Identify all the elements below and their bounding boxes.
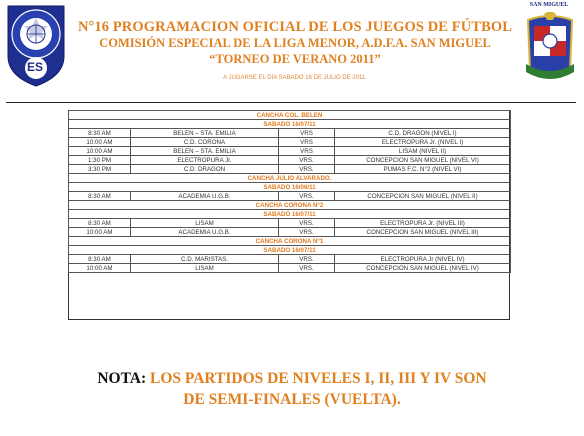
away-team: CONCEPCION SAN MIGUEL (NIVEL VI) bbox=[335, 156, 511, 165]
versus-label: VRS. bbox=[279, 219, 335, 228]
away-team: CONCEPCION SAN MIGUEL (NIVEL III) bbox=[335, 228, 511, 237]
schedule-table-frame bbox=[68, 110, 510, 320]
versus-label: VRS. bbox=[279, 165, 335, 174]
venue-header bbox=[69, 174, 511, 183]
san-miguel-caption: SAN MIGUEL bbox=[529, 2, 569, 8]
away-team: ELECTROPURA Jr (NIVEL IV) bbox=[335, 255, 511, 264]
logo-left-text: ES bbox=[27, 60, 44, 74]
versus-label: VRS bbox=[279, 138, 335, 147]
home-team: C.D. CORONA bbox=[131, 138, 279, 147]
match-time: 8:30 AM bbox=[69, 129, 131, 138]
venue-date bbox=[69, 246, 511, 255]
note-text-1: LOS PARTIDOS DE NIVELES I, II, III Y IV SON bbox=[149, 370, 487, 387]
home-team: ELECTROPURA Jr. bbox=[131, 156, 279, 165]
match-row bbox=[69, 147, 511, 156]
header-line-1: N°16 PROGRAMACION OFICIAL DE LOS JUEGOS DE FÚTBOL bbox=[77, 19, 513, 35]
match-time: 10:00 AM bbox=[69, 228, 131, 237]
match-time: 10:00 AM bbox=[69, 264, 131, 273]
away-team: ELECTROPURA Jr. (NIVEL I) bbox=[335, 138, 511, 147]
match-row bbox=[69, 228, 511, 237]
match-row bbox=[69, 219, 511, 228]
venue-date-cell: SABADO 16/06/11 bbox=[69, 183, 511, 192]
header-line-2: COMISIÓN ESPECIAL DE LA LIGA MENOR, A.D.F.A. SAN MIGUEL bbox=[99, 36, 491, 50]
away-team: ELECTROPURA Jr. (NIVEL III) bbox=[335, 219, 511, 228]
venue-date-cell: SABADO 16/07/11 bbox=[69, 120, 511, 129]
home-team: BELEN – STA. EMILIA bbox=[131, 147, 279, 156]
san-miguel-logo bbox=[520, 12, 580, 90]
match-row bbox=[69, 264, 511, 273]
match-time: 10:00 AM bbox=[69, 147, 131, 156]
note-line-1 bbox=[20, 370, 564, 388]
federacion-salvadorena-logo bbox=[4, 4, 68, 88]
match-row bbox=[69, 165, 511, 174]
match-time: 8:30 AM bbox=[69, 192, 131, 201]
versus-label: VRS bbox=[279, 147, 335, 156]
header-line-3: “TORNEO DE VERANO 2011” bbox=[209, 52, 381, 66]
home-team: BELEN – STA. EMILIA bbox=[131, 129, 279, 138]
home-team: ACADEMIA U.G.B. bbox=[131, 228, 279, 237]
venue-header bbox=[69, 237, 511, 246]
away-team: CONCEPCION SAN MIGUEL (NIVEL II) bbox=[335, 192, 511, 201]
match-row bbox=[69, 192, 511, 201]
versus-label: VRS. bbox=[279, 192, 335, 201]
versus-label: VRS. bbox=[279, 264, 335, 273]
versus-label: VRS. bbox=[279, 228, 335, 237]
note-line-2: DE SEMI-FINALES (VUELTA). bbox=[183, 391, 401, 408]
away-team: PUMAS F.C. N°2 (NIVEL VI) bbox=[335, 165, 511, 174]
venue-header-cell: CANCHA COL. BELEN bbox=[69, 111, 511, 120]
home-team: C.D. MARISTAS. bbox=[131, 255, 279, 264]
away-team: C.D. DRAGON (NIVEL I) bbox=[335, 129, 511, 138]
home-team: C.D. DRAGON bbox=[131, 165, 279, 174]
away-team: CONCEPCION SAN MIGUEL (NIVEL IV) bbox=[335, 264, 511, 273]
venue-header bbox=[69, 201, 511, 210]
header-divider bbox=[6, 102, 576, 103]
match-row bbox=[69, 129, 511, 138]
venue-header-cell: CANCHA CORONA N°1 bbox=[69, 237, 511, 246]
venue-header-cell: CANCHA CORONA N°2 bbox=[69, 201, 511, 210]
versus-label: VRS bbox=[279, 129, 335, 138]
home-team: ACADEMIA U.G.B. bbox=[131, 192, 279, 201]
venue-header bbox=[69, 111, 511, 120]
venue-date bbox=[69, 183, 511, 192]
venue-date bbox=[69, 120, 511, 129]
venue-header-cell: CANCHA JULIO ALVARADO. bbox=[69, 174, 511, 183]
away-team: LISAM (NIVEL II) bbox=[335, 147, 511, 156]
match-time: 8:30 AM bbox=[69, 219, 131, 228]
versus-label: VRS. bbox=[279, 156, 335, 165]
match-row bbox=[69, 156, 511, 165]
match-row bbox=[69, 138, 511, 147]
match-time: 10:00 AM bbox=[69, 138, 131, 147]
home-team: LISAM bbox=[131, 264, 279, 273]
schedule-table bbox=[68, 110, 511, 273]
header-subtitle: A JUGARSE EL DIA SABADO 16 DE JULIO DE 2011. bbox=[223, 75, 367, 81]
match-row bbox=[69, 255, 511, 264]
match-time: 3:30 PM bbox=[69, 165, 131, 174]
versus-label: VRS. bbox=[279, 255, 335, 264]
match-time: 8:30 AM bbox=[69, 255, 131, 264]
venue-date-cell: SABADO 16/07/11 bbox=[69, 246, 511, 255]
match-time: 1:30 PM bbox=[69, 156, 131, 165]
venue-date bbox=[69, 210, 511, 219]
home-team: LISAM bbox=[131, 219, 279, 228]
note-label: NOTA: bbox=[97, 370, 147, 387]
venue-date-cell: SABADO 16/07/11 bbox=[69, 210, 511, 219]
